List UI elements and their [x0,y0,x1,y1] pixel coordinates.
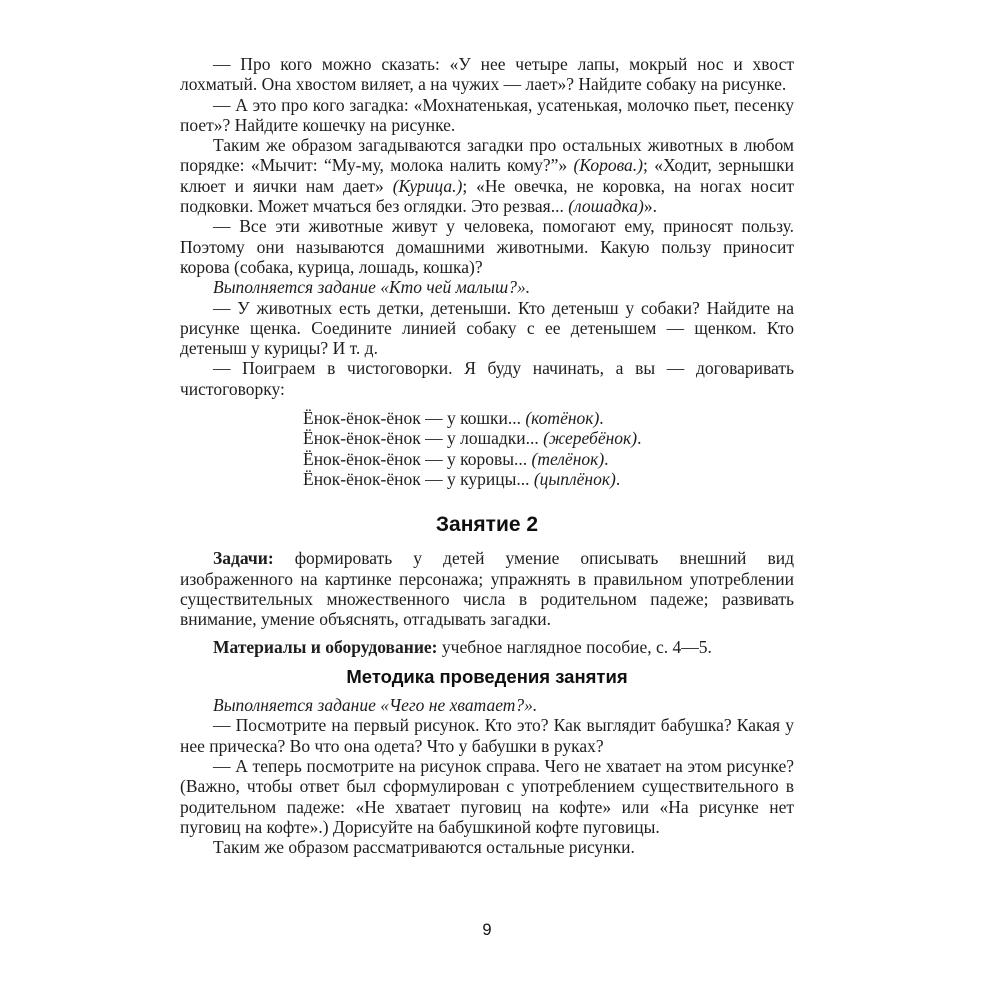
verse-text: Ёнок-ёнок-ёнок — у кошки... [303,408,526,429]
riddle-text: ». [643,196,657,217]
paragraph-materials [180,637,794,657]
tasks-label: Задачи: [213,548,274,569]
verse-end: . [599,408,604,429]
verse-block [303,408,794,489]
paragraph-animal-babies: — У животных есть детки, детеныши. Кто детеныш у собаки? Найдите на рисунке щенка. Соедините линией собаку с ее детенышем — щенком. Кто детеныш у курицы? И т. д. [180,297,794,359]
riddle-answer-horse: (лошадка) [568,196,644,217]
verse-answer: (цыплёнок) [533,468,616,489]
paragraph-first-picture: — Посмотрите на первый рисунок. Кто это? Как выглядит бабушка? Какая у нее прическа? Во что она одета? Что у бабушки в руках? [180,715,794,756]
verse-text: Ёнок-ёнок-ёнок — у лошадки... [303,428,544,449]
verse-text: Ёнок-ёнок-ёнок — у коровы... [303,448,532,469]
paragraph-other-pictures: Таким же образом рассматриваются остальные рисунки. [213,837,635,858]
paragraph-other-riddles [180,135,794,216]
verse-answer: (телёнок) [531,448,605,469]
page-content [180,54,794,857]
paragraph-cat-riddle: — А это про кого загадка: «Мохнатенькая, усатенькая, молочко пьет, песенку поет»? Найдите кошечку на рисунке. [180,94,794,135]
riddle-text: Таким же образом загадываются загадки про остальных животных в любом порядке: «Мычит: “Му-му, молока налить кому?”» [180,135,794,176]
riddle-answer-cow: (Корова.) [573,155,644,176]
paragraph-domestic-animals: — Все эти животные живут у человека, помогают ему, приносят пользу. Поэтому они называются домашними животными. Какую пользу приносит корова (собака, курица, лошадь, кошка)? [180,216,794,277]
paragraph-tasks [180,548,794,629]
paragraph-right-picture: — А теперь посмотрите на рисунок справа. Чего не хватает на этом рисунке? (Важно, чтобы ответ был сформулирован с употреблением существительного в родительном падеже: «Не хватает пуговиц на кофте» или «На рисунке нет пуговиц на кофте».) Дорисуйте на бабушкиной кофте пуговицы. [180,755,794,837]
verse-end: . [615,468,621,489]
lesson-2-heading: Занятие 2 [435,513,539,537]
tasks-text: формировать у детей умение описывать внешний вид изображенного на картинке персонажа; упражнять в правильном употреблении существительных множественного числа в родительном падеже; развивать внимание, умение объяснять, отгадывать загадки. [180,548,794,630]
riddle-answer-hen: (Курица.) [392,175,463,196]
paragraph-dog-riddle: — Про кого можно сказать: «У нее четыре лапы, мокрый нос и хвост лохматый. Она хвостом виляет, а на чужих — лает»? Найдите собаку на рисунке. [180,54,794,95]
verse-line-chick [303,469,794,489]
paragraph-chistogovorki-intro: — Поиграем в чистоговорки. Я буду начинать, а вы — договаривать чистоговорку: [180,358,794,399]
task-note-kto-chey-malysh: Выполняется задание «Кто чей малыш?». [213,277,531,298]
verse-line-foal [303,428,794,448]
task-note-chego-ne-khvataet: Выполняется задание «Чего не хватает?». [213,695,538,716]
riddle-text: ; «Ходит, зернышки клюет и яички нам дает» [180,155,794,196]
verse-text: Ёнок-ёнок-ёнок — у курицы... [303,468,534,489]
verse-answer: (котёнок) [525,408,600,429]
method-subheading: Методика проведения занятия [346,665,628,687]
verse-line-kitten [303,408,794,428]
riddle-text: ; «Не овечка, не коровка, на ногах носит подковки. Может мчаться без оглядки. Это резвая... [180,175,794,217]
page-number: 9 [482,921,492,939]
verse-end: . [637,428,642,449]
materials-text: учебное наглядное пособие, с. 4—5. [437,636,712,657]
materials-label: Материалы и оборудование: [213,636,438,657]
verse-line-calf [303,449,794,469]
verse-end: . [604,448,609,469]
verse-answer: (жеребёнок) [543,428,638,449]
